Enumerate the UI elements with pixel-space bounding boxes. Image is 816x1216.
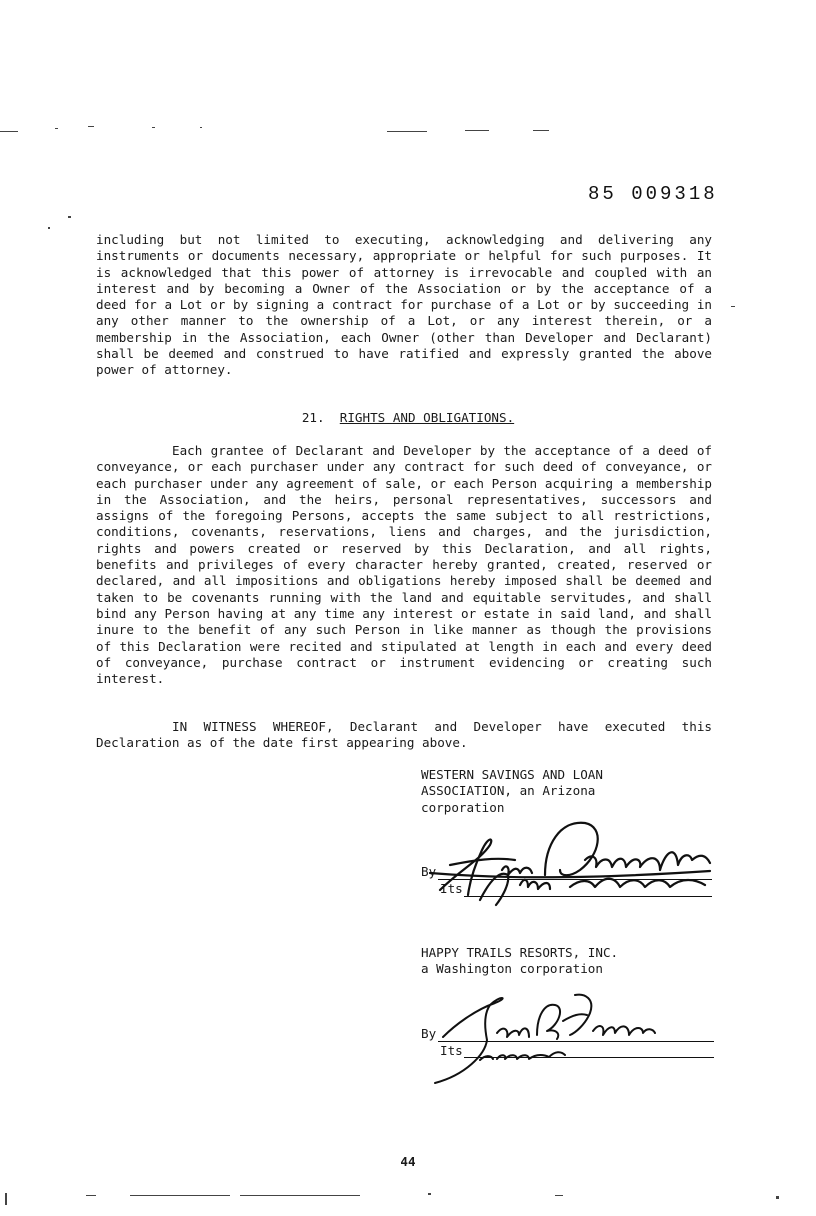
scan-artifact [428, 1193, 431, 1195]
signatory-1-by-label: By [421, 864, 437, 879]
signatory-2-line1: HAPPY TRAILS RESORTS, INC. [421, 945, 619, 960]
scan-artifact [555, 1195, 563, 1196]
signatory-2-line2: a Washington corporation [421, 961, 603, 977]
scan-artifact [86, 1195, 96, 1196]
signatory-1-line1: WESTERN SAVINGS AND LOAN [421, 767, 603, 782]
scan-artifact [0, 131, 18, 132]
scan-artifact [240, 1195, 360, 1196]
signatory-2-name [421, 945, 618, 978]
scan-artifact [465, 130, 489, 131]
signatory-2-by-label: By [421, 1026, 437, 1041]
signatory-2-its-label: Its [440, 1043, 463, 1058]
signature-1 [420, 815, 720, 910]
scan-artifact [5, 1193, 7, 1205]
scan-artifact [88, 126, 94, 127]
scan-artifact [387, 131, 427, 132]
section-heading [0, 410, 816, 425]
section-title: RIGHTS AND OBLIGATIONS. [339, 410, 515, 425]
paragraph-witness: IN WITNESS WHEREOF, Declarant and Developer have executed this Declaration as of the date first appearing above. [96, 719, 712, 751]
page-number: 44 [400, 1154, 416, 1169]
paragraph-rights: Each grantee of Declarant and Developer by the acceptance of a deed of conveyance, or each purchaser under any contract for such deed of conveyance, or each purchaser under any agreement of sale, or each Person acquiring a membership in the Association, and the heirs, personal representatives, successors and assigns of the foregoing Persons, accepts the same subject to all restrictions, conditions, covenants, reservations, liens and charges, and the jurisdiction, rights and powers created or reserved by this Declaration, and all rights, benefits and privileges of every character hereby granted, created, reserved or declared, and all impositions and obligations hereby imposed shall be deemed and taken to be covenants running with the land and equitable servitudes, and shall bind any Person having at any time any interest or estate in said land, and shall inure to the benefit of any such Person in like manner as though the provisions of this Declaration were recited and stipulated at length in each and every deed of conveyance, purchase contract or instrument evidencing or creating such interest. [96, 443, 712, 687]
signatory-1-name [421, 767, 603, 816]
scan-artifact [152, 127, 155, 128]
scan-artifact [776, 1196, 779, 1199]
scan-artifact [68, 216, 71, 218]
paragraph-continuation: including but not limited to executing, acknowledging and delivering any instruments or documents necessary, appropriate or helpful for such purposes. It is acknowledged that this power of attorney is irrevocable and coupled with an interest and by becoming a Owner of the Association or by the acceptance of a deed for a Lot or by signing a contract for purchase of a Lot or by succeeding in any other manner to the ownership of a Lot, or any interest therein, or a membership in the Association, each Owner (other than Developer and Declarant) shall be deemed and construed to have ratified and expressly granted the above power of attorney. [96, 232, 712, 378]
signatory-1-line3: corporation [421, 799, 505, 815]
scan-artifact [200, 127, 202, 128]
scan-artifact [55, 128, 58, 129]
signature-2 [425, 985, 665, 1085]
scan-artifact [130, 1195, 230, 1196]
signatory-1-its-label: Its [440, 881, 463, 896]
scan-artifact [48, 227, 50, 229]
document-number: 85 009318 [588, 183, 718, 205]
section-number: 21. [301, 410, 325, 425]
scan-artifact [731, 306, 735, 307]
signatory-1-line2: ASSOCIATION, an Arizona [421, 783, 596, 799]
scan-artifact [533, 130, 549, 131]
